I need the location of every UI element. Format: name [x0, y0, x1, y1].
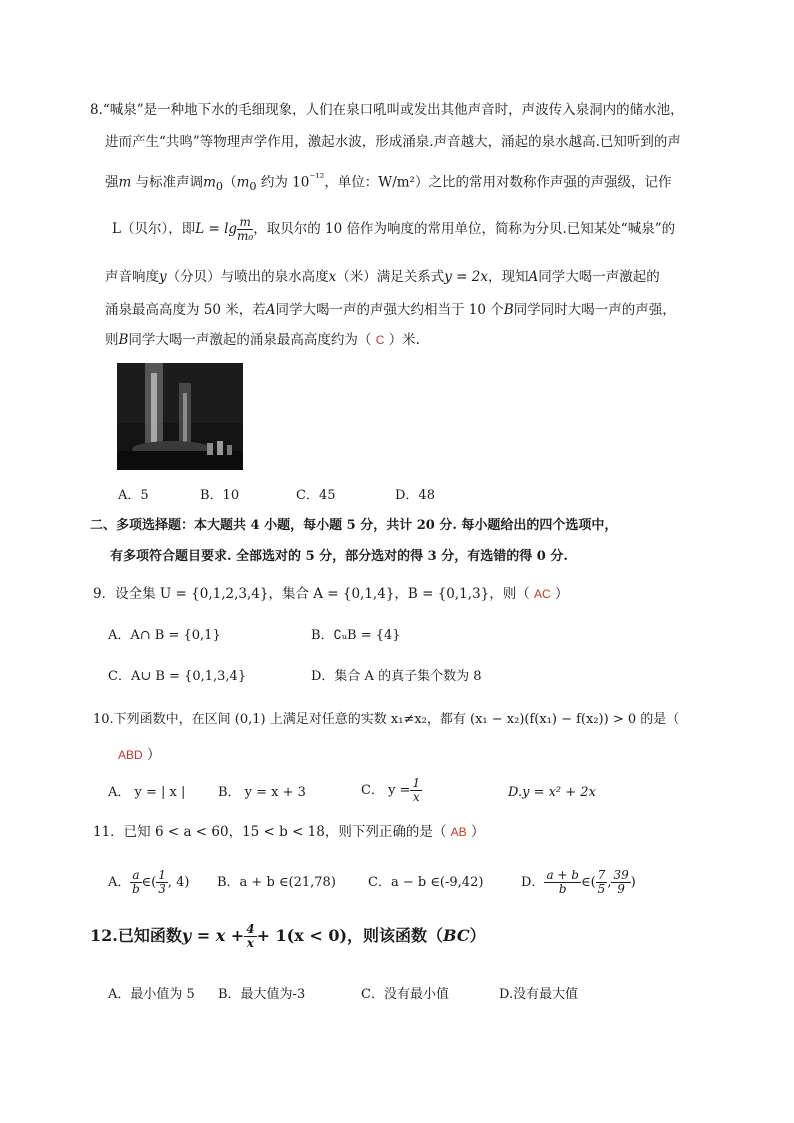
- frac-num: a: [132, 868, 140, 882]
- frac-num: m: [237, 216, 253, 230]
- q11-text: ): [630, 875, 636, 890]
- frac-den: 9: [617, 882, 625, 896]
- fraction-m-over-m0: [237, 216, 253, 243]
- math-B: B: [118, 332, 129, 348]
- q8-text: 约为 10: [256, 174, 310, 191]
- q10-text: C． y =: [361, 783, 411, 798]
- frac-den: x: [246, 936, 254, 950]
- q12-answer: BC: [443, 926, 470, 945]
- q11-option-b: B．a + b ∈(21,78): [217, 875, 336, 890]
- q8-line-4: [112, 214, 675, 244]
- q8-line-1: [90, 101, 684, 119]
- section-2-instructions: 有多项符合题目要求. 全部选对的 5 分，部分选对的得 3 分，有选错的得 0 分.: [110, 549, 568, 564]
- fraction-1-over-3: [156, 869, 168, 896]
- frac-num: a + b: [546, 868, 579, 882]
- frac-num: 39: [613, 868, 629, 882]
- q11-text: ∈(: [580, 875, 596, 890]
- q9-option-b: B．∁ᵤB = {4}: [311, 628, 401, 643]
- q10-option-b: B． y = x + 3: [218, 785, 306, 800]
- q8-option-c: C．45: [296, 488, 336, 503]
- q11-answer: AB: [450, 825, 467, 839]
- q8-text: ，单位：W/m²）之比的常用对数称作声强的声强级，记作: [324, 174, 672, 191]
- q8-text: 与标准声调: [131, 174, 204, 191]
- q10-text: ）: [146, 747, 161, 763]
- q9-option-a: A．A∩ B = {0,1}: [108, 628, 221, 643]
- q10-option-d: D.y = x² + 2x: [508, 785, 596, 800]
- q11-option-a: [108, 866, 190, 900]
- q12-option-d: D.没有最大值: [499, 987, 579, 1002]
- q11-option-d: D． $\frac{a + b}{b}$ ∈( $\frac{7}{5}$ , $\frac{39}{9}$ ): [521, 868, 636, 896]
- q8-text: 强: [105, 174, 119, 191]
- q10-stem: [93, 711, 679, 729]
- fraction-a-plus-b-over-b: [544, 869, 581, 896]
- q11-option-c: C．a − b ∈(-9,42): [368, 875, 484, 890]
- q9-text: ）: [555, 586, 569, 602]
- q8-option-d: D．48: [395, 488, 435, 503]
- math-eq: y = 2x: [444, 269, 488, 285]
- q8-text: （: [223, 174, 237, 191]
- q8-text: 声音响度: [105, 269, 159, 285]
- fraction-1-over-x: [410, 777, 422, 804]
- q10-answer: ABD: [118, 748, 143, 762]
- q8-text: 涌泉最高高度为 50 米，若: [105, 302, 266, 318]
- frac-den: x: [412, 790, 420, 804]
- frac-den: 5: [597, 882, 606, 896]
- q8-line-7: [105, 331, 420, 349]
- frac-num: 1: [412, 776, 421, 790]
- fraction-4-over-x: [244, 923, 256, 950]
- q8-line-6: [105, 301, 676, 319]
- q11-text: ∈(: [141, 875, 157, 890]
- math-y: y: [159, 269, 167, 285]
- math-B: B: [503, 302, 514, 318]
- q8-text: 同学大喝一声激起的涌泉最高高度约为（: [128, 332, 372, 348]
- q8-text: ，现知: [488, 269, 529, 285]
- q9-text: 9．设全集 U = {0,1,2,3,4}，集合 A = {0,1,4}，B = {0,1,3}，则（: [93, 586, 530, 602]
- frac-num: 1: [158, 868, 166, 882]
- math-A: A: [528, 269, 539, 285]
- q8-text: ，取贝尔的 10 倍作为响度的常用单位，简称为分贝.已知某处“喊泉”的: [253, 221, 676, 237]
- q8-text: 则: [105, 332, 119, 348]
- q12-text: ）: [469, 926, 486, 945]
- q8-text: L（贝尔），即: [112, 221, 196, 237]
- q11-text: 11．已知 6 < a < 60，15 < b < 18，则下列正确的是（: [93, 824, 447, 840]
- math-formula: y = x +: [181, 926, 245, 945]
- q8-option-b: B．10: [200, 488, 240, 503]
- q9-option-c: C．A∪ B = {0,1,3,4}: [108, 669, 247, 684]
- exponent: ⁻¹²: [309, 171, 325, 184]
- q11-text: , 4): [167, 875, 190, 890]
- q8-line-2: [105, 133, 681, 151]
- math-m: m: [118, 174, 132, 191]
- q10-text: 10.下列函数中，在区间 (0,1) 上满足对任意的实数 x₁≠x₂，都有 (x₁ − x₂)(f(x₁) − f(x₂)) > 0 的是（: [93, 712, 680, 727]
- math-A: A: [265, 302, 276, 318]
- frac-num: 4: [246, 922, 255, 936]
- fraction-7-over-5: [596, 869, 608, 896]
- q8-option-a: A．5: [118, 488, 149, 503]
- q8-text: 8.“喊泉”是一种地下水的毛细现象，人们在泉口吼叫或发出其他声音时，声波传入泉洞内的储水池，: [90, 102, 684, 118]
- fraction-a-over-b: [130, 869, 141, 896]
- math-formula: L = lg: [195, 221, 238, 237]
- q11-text: A．: [108, 875, 131, 890]
- q12-text: 12.已知函数: [90, 926, 182, 945]
- section-2-heading: 二、多项选择题：本大题共 4 小题，每小题 5 分，共计 20 分. 每小题给出的四个选项中，: [90, 518, 618, 533]
- fraction-39-over-9: [611, 869, 630, 896]
- q8-line-3: 强m 与标准声调$m_0(m_0$ 约为 $10^{^{-12}}$，单位：W/m²）之比的常用对数称作声强的声强级，记作: [105, 171, 672, 194]
- q8-text: 同学大喝一声的声强大约相当于 10 个: [275, 302, 504, 318]
- frac-den: b: [558, 882, 567, 896]
- q9-option-d: D．集合 A 的真子集个数为 8: [311, 669, 482, 684]
- q8-text: 同学大喝一声激起的: [538, 269, 660, 285]
- frac-den: 3: [158, 882, 166, 896]
- q8-text: 进而产生“共鸣”等物理声学作用，激起水波，形成涌泉.声音越大，涌起的泉水越高.已知听到的声: [105, 134, 681, 150]
- q12-option-a: A．最小值为 5: [108, 987, 195, 1002]
- spring-photo-illustration: [117, 363, 243, 470]
- q11-text: ）: [470, 824, 485, 840]
- q8-answer: C: [375, 333, 385, 347]
- frac-den: m₀: [237, 229, 254, 243]
- q11-stem: [93, 823, 484, 841]
- q10-answer-line: [118, 746, 160, 764]
- q8-text: （分贝）与喷出的泉水高度: [166, 269, 329, 285]
- q12-stem: [90, 918, 486, 954]
- spring-photo: [117, 363, 243, 470]
- q12-text: + 1(x < 0)，则该函数（: [256, 926, 444, 945]
- q9-answer: AC: [534, 587, 551, 601]
- q8-text: ）米.: [388, 332, 420, 348]
- q12-option-b: B．最大值为-3: [218, 987, 306, 1002]
- q12-option-c: C．没有最小值: [361, 987, 449, 1002]
- math-m0: m: [203, 174, 216, 191]
- q10-option-c: [361, 776, 422, 806]
- q8-text: 同学同时大喝一声的声强，: [513, 302, 676, 318]
- q11-text: D．: [521, 875, 545, 890]
- frac-num: 7: [597, 868, 606, 882]
- q9-stem: [93, 585, 569, 603]
- q8-line-5: [105, 268, 660, 286]
- frac-den: b: [132, 882, 140, 896]
- q10-option-a: A． y = | x |: [108, 785, 186, 800]
- math-x: x: [328, 269, 337, 285]
- q8-text: （米）满足关系式: [336, 269, 445, 285]
